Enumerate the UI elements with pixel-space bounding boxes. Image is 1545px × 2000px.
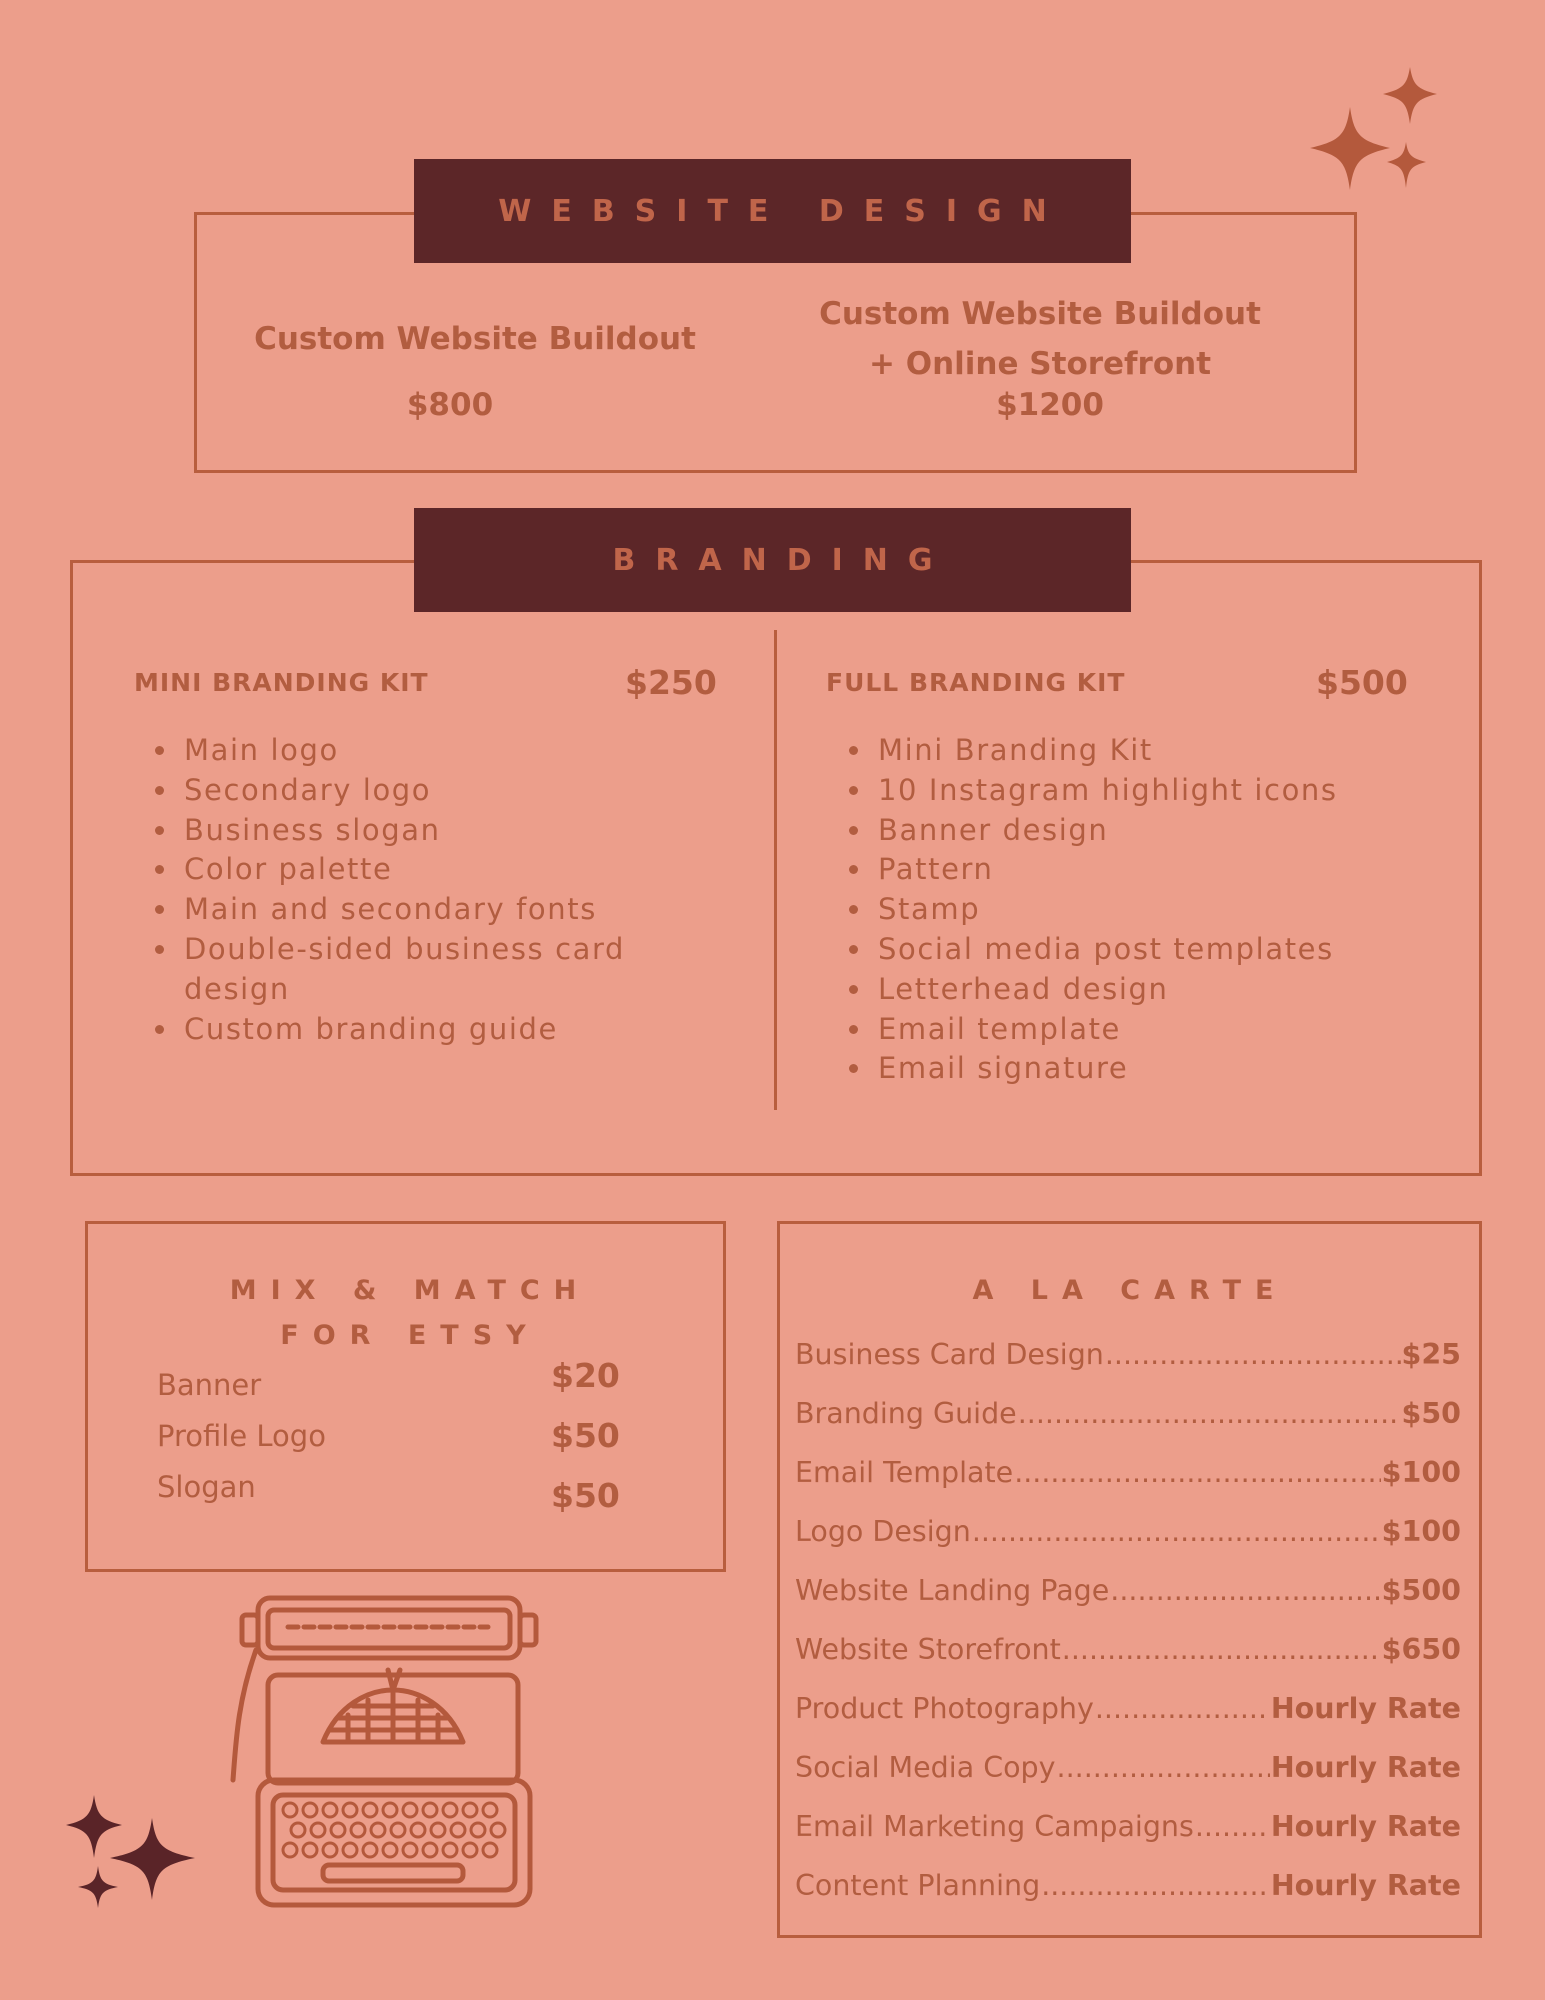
carte-item-label: Email Marketing Campaigns: [795, 1810, 1194, 1843]
list-item: • Custom branding guide: [180, 1010, 740, 1050]
website-item-name: Custom Website Buildout: [819, 296, 1261, 332]
etsy-item-label: Banner: [157, 1368, 262, 1402]
list-item: • Banner design: [874, 811, 1434, 851]
list-item: • Mini Branding Kit: [874, 731, 1434, 771]
carte-item-price: $50: [1401, 1397, 1461, 1430]
carte-row: [795, 1692, 1461, 1725]
carte-row: [795, 1456, 1461, 1489]
list-item: • Double-sided business card design: [180, 930, 740, 1010]
dot-leader: [1110, 1574, 1380, 1607]
dot-leader: [1057, 1751, 1270, 1784]
carte-item-label: Branding Guide: [795, 1397, 1017, 1430]
typewriter-icon: [228, 1590, 558, 1915]
dot-leader: [1014, 1456, 1380, 1489]
carte-item-label: Email Template: [795, 1456, 1014, 1489]
website-item-price: $1200: [996, 387, 1104, 423]
list-item: • 10 Instagram highlight icons: [874, 771, 1434, 811]
carte-item-price: Hourly Rate: [1270, 1810, 1461, 1843]
website-item-price: $800: [406, 387, 494, 423]
etsy-title: MIX & MATCH: [229, 1275, 591, 1306]
carte-item-label: Website Storefront: [795, 1633, 1061, 1666]
etsy-item-label: Slogan: [157, 1470, 256, 1504]
full-kit-name: FULL BRANDING KIT: [826, 668, 1126, 697]
carte-row: [795, 1338, 1461, 1371]
dot-leader: [1195, 1810, 1270, 1843]
etsy-item-price: $50: [551, 1416, 620, 1455]
carte-row: [795, 1574, 1461, 1607]
list-item: • Email template: [874, 1010, 1434, 1050]
branding-title: BRANDING: [414, 508, 1131, 612]
carte-item-price: Hourly Rate: [1270, 1869, 1461, 1902]
carte-row: [795, 1751, 1461, 1784]
list-item: • Pattern: [874, 850, 1434, 890]
mini-kit-features: [128, 731, 740, 1049]
list-item: • Business slogan: [180, 811, 740, 851]
etsy-item-label: Profile Logo: [157, 1419, 326, 1453]
dot-leader: [1018, 1397, 1401, 1430]
carte-item-price: Hourly Rate: [1270, 1692, 1461, 1725]
website-design-title: WEBSITE DESIGN: [414, 159, 1131, 263]
carte-row: [795, 1810, 1461, 1843]
dot-leader: [1095, 1692, 1270, 1725]
carte-item-price: $650: [1381, 1633, 1461, 1666]
list-item: • Letterhead design: [874, 970, 1434, 1010]
carte-item-label: Website Landing Page: [795, 1574, 1110, 1607]
etsy-title: FOR ETSY: [280, 1320, 540, 1351]
sparkle-cluster-icon: [60, 1790, 200, 1910]
carte-item-price: $100: [1381, 1456, 1461, 1489]
sparkle-cluster-icon: [1305, 62, 1450, 192]
carte-item-label: Business Card Design: [795, 1338, 1104, 1371]
carte-row: [795, 1397, 1461, 1430]
dot-leader: [1041, 1869, 1270, 1902]
list-item: • Main and secondary fonts: [180, 890, 740, 930]
dot-leader: [1105, 1338, 1401, 1371]
carte-item-label: Logo Design: [795, 1515, 971, 1548]
list-item: • Secondary logo: [180, 771, 740, 811]
carte-item-label: Content Planning: [795, 1869, 1041, 1902]
carte-item-price: $100: [1381, 1515, 1461, 1548]
carte-row: [795, 1515, 1461, 1548]
dot-leader: [1062, 1633, 1381, 1666]
carte-row: [795, 1869, 1461, 1902]
carte-item-label: Social Media Copy: [795, 1751, 1056, 1784]
full-kit-features: [822, 731, 1434, 1089]
mini-kit-name: MINI BRANDING KIT: [134, 668, 429, 697]
carte-row: [795, 1633, 1461, 1666]
list-item: • Color palette: [180, 850, 740, 890]
mini-kit-price: $250: [625, 663, 717, 702]
etsy-item-price: $20: [551, 1356, 620, 1395]
list-item: • Stamp: [874, 890, 1434, 930]
branding-divider: [774, 630, 777, 1110]
carte-title: A LA CARTE: [972, 1275, 1288, 1306]
website-item-name: + Online Storefront: [868, 346, 1212, 382]
list-item: • Main logo: [180, 731, 740, 771]
list-item: • Social media post templates: [874, 930, 1434, 970]
carte-item-price: $500: [1381, 1574, 1461, 1607]
website-item-name: Custom Website Buildout: [254, 321, 696, 357]
dot-leader: [972, 1515, 1381, 1548]
etsy-item-price: $50: [551, 1476, 620, 1515]
full-kit-price: $500: [1316, 663, 1408, 702]
carte-item-label: Product Photography: [795, 1692, 1094, 1725]
list-item: • Email signature: [874, 1049, 1434, 1089]
carte-item-price: Hourly Rate: [1270, 1751, 1461, 1784]
carte-item-price: $25: [1401, 1338, 1461, 1371]
